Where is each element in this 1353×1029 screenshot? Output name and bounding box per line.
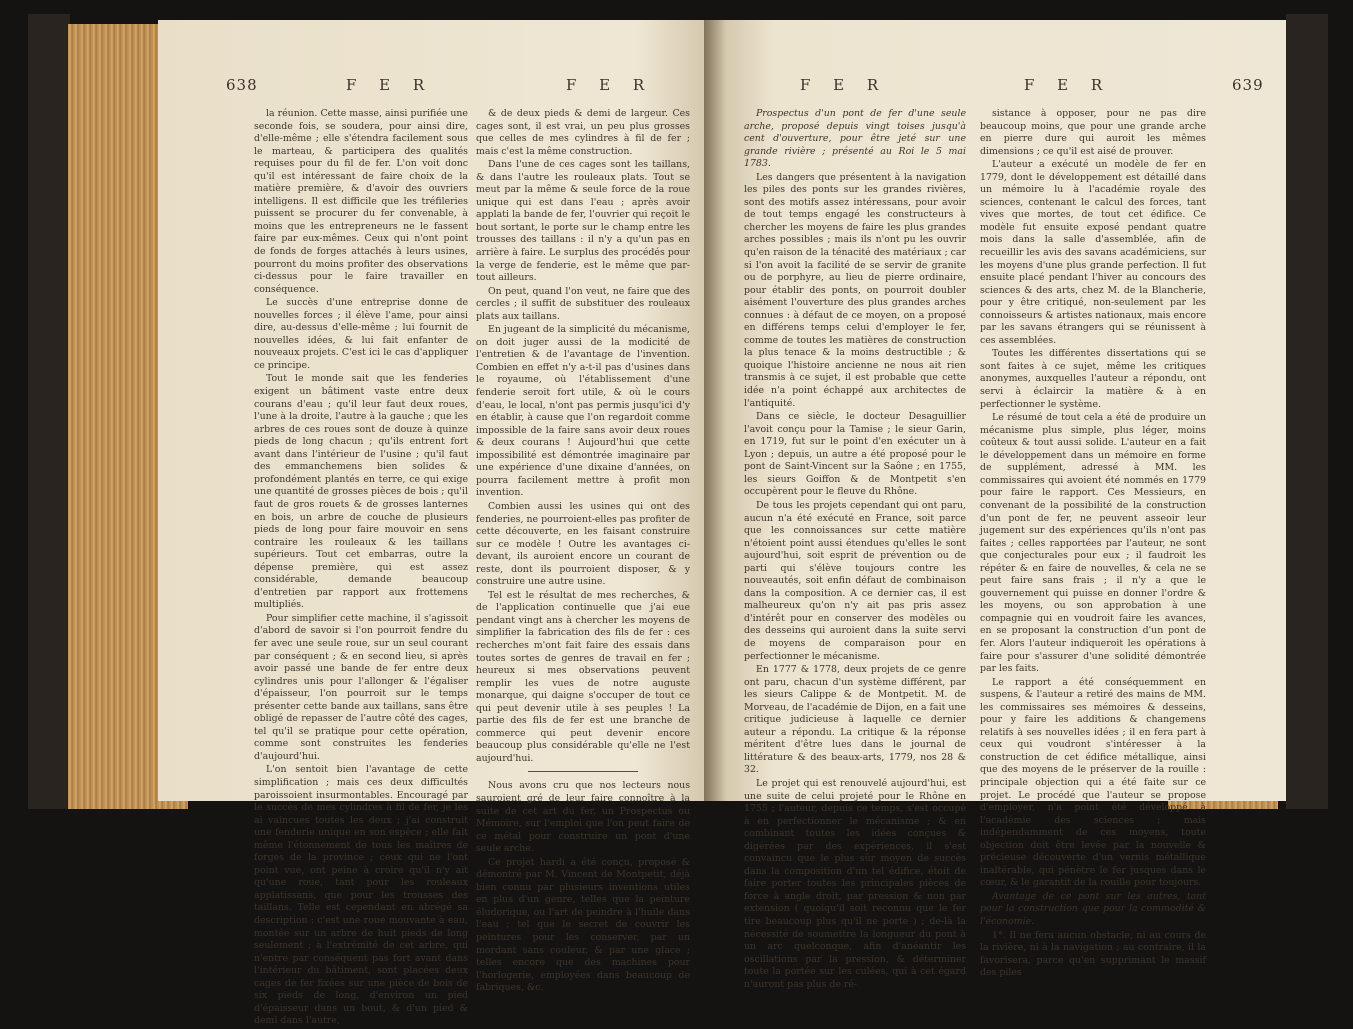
left-page-column-2: [476, 108, 690, 996]
paragraph: Le résumé de tout cela a été de produire un mécanisme plus simple, plus léger, moins coûteux & tout aussi solide. L'auteur en a fait le développement dans un mémoire en forme de supplément, adressé à MM. les commissaires qui avoient été nommés en 1779 pour faire le rapport. Ces Messieurs, en convenant de la possibilité de la construction d'un pont de fer, ne peuvent asseoir leur jugement sur des expériences qu'ils n'ont pas faites ; celles rapportées par l'auteur, ne sont que conjecturales pour eux ; il faudroit les répéter & en faire de nouvelles, & cela ne se peut faire sans frais ; il n'y a que le gouvernement qui puisse en donner l'ordre & les moyens, ou son approbation à une compagnie qui en voudroit faire les avances, en se proposant la construction d'un pont de fer. Alors l'auteur indiqueroit les opérations à faire pour s'assurer d'une solidité démontrée par les faits.: [980, 412, 1206, 675]
page-number: 638: [226, 76, 258, 94]
running-head-second: F E R: [1024, 76, 1112, 94]
left-page-header: [158, 76, 720, 100]
open-book: [28, 14, 1328, 1027]
right-page-column-2: [980, 108, 1206, 981]
right-page: [704, 20, 1286, 990]
paragraph: Le rapport a été conséquemment en suspens, & l'auteur a retiré des mains de MM. les commissaires ses mémoires & desseins, pour y faire les additions & changemens relatifs à ses nouvelles idées ; il en fera part à ceux qui voudront s'intéresser à la construction de cet édifice métallique, ainsi que des moyens de le préserver de la rouille : principale objection qui a été faite sur ce projet. Le procédé que l'auteur se propose d'employer, n'a point été développé à l'académie des sciences ; mais indépendamment de ces moyens, toute objection doit être levée par la nouvelle & précieuse découverte d'un vernis métallique inaltérable, qui pénètre le fer jusques dans le cœur, & le garantit de la rouille pour toujours.: [980, 676, 1206, 889]
paragraph: De tous les projets cependant qui ont paru, aucun n'a été exécuté en France, soit parce que les connoissances sur cette matière n'étoient point aussi étendues qu'elles le sont aujourd'hui, soit esprit de prévention ou de parti qui s'élève toujours contre les nouveautés, soit enfin défaut de combinaison dans la composition. A ce dernier cas, il est malheureux qu'on n'y ait pas pris assez d'intérêt pour en conserver des modèles ou des desseins qui auroient dans la suite servi de moyens de comparaison pour en perfectionner le mécanisme.: [744, 499, 966, 662]
paragraph: Dans ce siècle, le docteur Desaguillier l'avoit conçu pour la Tamise ; le sieur Garin, en 1719, fut sur le point d'en exécuter un à Lyon ; depuis, un autre a été proposé pour le pont de Saint-Vincent sur la Saône ; en 1755, les sieurs Goiffon & de Montpetit s'en occupèrent pour le fleuve du Rhône.: [744, 411, 966, 498]
book-cover-left: [28, 14, 70, 809]
paragraph: 1°. Il ne fera aucun obstacle, ni au cours de la rivière, ni à la navigation ; au contraire, il la favorisera, parce qu'en supprimant le massif des piles: [980, 929, 1206, 979]
left-page: [158, 20, 720, 1027]
paragraph: Le projet qui est renouvelé aujourd'hui, est une suite de celui projeté pour le Rhône en 1755 ; l'auteur, depuis ce temps, s'est occupé à en perfectionner le mécanisme ; & en combinant toutes les idées conçues & digérées par des expériences, il s'est convaincu que le plus sûr moyen de succès dans la composition d'un tel édifice, étoit de faire porter toutes les principales pièces de force à angle droit, par pression & non par extension ( quoiqu'il soit reconnu que le fer tire beaucoup plus qu'il ne porte ) ; de-là la nécessité de soumettre la longueur du pont à un arc quelconque, afin d'anéantir les oscillations par la pression, & déterminer toute la portée sur les culées, qui à cet égard n'auront pas plus de ré-: [744, 777, 966, 990]
paragraph: Tel est le résultat de mes recherches, & de l'application continuelle que j'ai eue pendant vingt ans à chercher les moyens de simplifier la fabrication des fils de fer : ces recherches m'ont fait faire des essais dans toutes sortes de genres de travail en fer ; heureux si mes observations peuvent remplir les vues de notre auguste monarque, qui daigne s'occuper de tout ce qui peut devenir utile à ses peuples ! La partie des fils de fer est une branche de commerce qui peut devenir encore beaucoup plus considérable qu'elle ne l'est aujourd'hui.: [476, 589, 690, 764]
running-head-second: F E R: [566, 76, 654, 94]
paragraph: Le succès d'une entreprise donne de nouvelles forces ; il élève l'ame, pour ainsi dire, au-dessus d'elle-même ; lui fournit de nouvelles idées, & lui fait enfanter de nouveaux projets. C'est ici le cas d'appliquer ce principe.: [254, 297, 468, 371]
paragraph: & de deux pieds & demi de largeur. Ces cages sont, il est vrai, un peu plus grosses que celles de mes cylindres à fil de fer ; mais c'est la même construction.: [476, 108, 690, 157]
paragraph: On peut, quand l'on veut, ne faire que des cercles ; il suffit de substituer des rouleaux plats aux taillans.: [476, 285, 690, 322]
paragraph: En 1777 & 1778, deux projets de ce genre ont paru, chacun d'un système différent, par les sieurs Calippe & de Montpetit. M. de Morveau, de l'académie de Dijon, en a fait une critique judicieuse à laquelle ce dernier auteur a répondu. La critique & la réponse méritent d'être lues dans le journal de littérature & des beaux-arts, 1779, nos 28 & 32.: [744, 664, 966, 776]
left-page-column-1: [254, 108, 468, 1029]
section-heading: Avantage de ce pont sur les autres, tant pour la construction que pour la commodité & l'économie.: [980, 890, 1206, 927]
book-cover-right: [1286, 14, 1328, 809]
prospectus-title: Prospectus d'un pont de fer d'une seule arche, proposé depuis vingt toises jusqu'à cent d'ouverture, pour être jeté sur une grande rivière ; présenté au Roi le 5 mai 1783.: [744, 108, 966, 170]
right-page-header: [704, 76, 1286, 100]
page-number: 639: [1232, 76, 1264, 94]
section-divider: [528, 771, 638, 772]
paragraph: sistance à opposer, pour ne pas dire beaucoup moins, que pour une grande arche en pierre dure qui auroit les mêmes dimensions ; ce qu'il est aisé de prouver.: [980, 108, 1206, 157]
right-page-column-1: [744, 108, 966, 992]
paragraph: Pour simplifier cette machine, il s'agissoit d'abord de savoir si l'on pourroit fendre du fer avec une seule roue, sur un seul courant par conséquent ; & en second lieu, si après avoir passé une bande de fer entre deux cylindres unis pour l'allonger & l'égaliser d'épaisseur, l'on pourroit sur le temps présenter cette bande aux taillans, sans être obligé de repasser de l'autre côté des cages, tel qu'il se pratique pour cette opération, comme sont construites les fenderies d'aujourd'hui.: [254, 612, 468, 762]
paragraph: Tout le monde sait que les fenderies exigent un bâtiment vaste entre deux courans d'eau ; qu'il leur faut deux roues, l'une à la droite, l'autre à la gauche ; que les arbres de ces roues sont de douze à quinze pieds de long chacun ; qu'ils entrent fort avant dans l'intérieur de l'usine ; qu'il faut des emmanchemens bien solides & profondément plantés en terre, ce qui exige une quantité de grosses pièces de bois ; qu'il faut de gros rouets & de grosses lanternes en bois, un arbre de couche de plusieurs pieds de long pour faire mouvoir en sens contraire les rouleaux & les taillans supérieurs. Tout cet embarras, outre la dépense première, qui est assez considérable, demande beaucoup d'entretien par rapport aux frottemens multipliés.: [254, 373, 468, 611]
paragraph: la réunion. Cette masse, ainsi purifiée une seconde fois, se soudera, pour ainsi dire, d'elle-même ; elle s'étendra facilement sous le marteau, & participera des qualités requises pour du fil de fer. L'on voit donc qu'il est intéressant de faire choix de la matière première, & d'avoir des ouvriers intelligens. Il est difficile que les tréfileries puissent se procurer du fer convenable, à moins que les entrepreneurs ne le fassent faire par eux-mêmes. Ceux qui n'ont point de fonds de forges attachés à leurs usines, pourront du moins profiter des observations ci-dessus pour le faire travailler en conséquence.: [254, 108, 468, 295]
paragraph: Toutes les différentes dissertations qui se sont faites à ce sujet, même les critiques anonymes, auxquelles l'auteur a répondu, ont servi à éclaircir la matière & à en perfectionner le système.: [980, 348, 1206, 410]
running-head: F E R: [346, 76, 434, 94]
book-gutter: [704, 20, 726, 801]
paragraph: Ce projet hardi a été conçu, proposé & démontré par M. Vincent de Montpetit, déjà bien connu par plusieurs inventions utiles en plus d'un genre, telles que la peinture éludorique, ou l'art de peindre à l'huile dans l'eau ; tel que le secret de couvrir les peintures pour les conserver, par un mordant sans couleur, & par une glace ; telles encore que des machines pour l'horlogerie, employées dans beaucoup de fabriques, &c.: [476, 856, 690, 994]
paragraph: En jugeant de la simplicité du mécanisme, on doit juger aussi de la modicité de l'entretien & de l'avantage de l'invention. Combien en effet n'y a-t-il pas d'usines dans le royaume, où l'établissement d'une fenderie seroit fort utile, & où le cours d'eau, le local, n'ont pas permis jusqu'ici d'y en établir, à cause que l'on regardoit comme impossible de la faire sans avoir deux roues & deux courans ! Aujourd'hui que cette impossibilité est démontrée imaginaire par une expérience d'une dixaine d'années, on pourra facilement mettre à profit mon invention.: [476, 324, 690, 499]
paragraph: Nous avons cru que nos lecteurs nous sauroient gré de leur faire connoître à la suite de cet art du fer, un Prospectus ou Mémoire, sur l'emploi que l'on peut faire de ce métal pour construire un pont d'une seule arche.: [476, 780, 690, 855]
running-head: F E R: [800, 76, 888, 94]
paragraph: Combien aussi les usines qui ont des fenderies, ne pourroient-elles pas profiter de cette découverte, en les faisant construire sur ce modèle ! Outre les avantages ci-devant, ils auroient encore un courant de reste, dont ils pourroient disposer, & y construire une autre usine.: [476, 500, 690, 588]
paragraph: L'auteur a exécuté un modèle de fer en 1779, dont le développement est détaillé dans un mémoire lu à l'académie royale des sciences, contenant le calcul des forces, tant vives que mortes, de tout cet édifice. Ce modèle fut ensuite exposé pendant quatre mois dans la salle d'assemblée, afin de recueillir les avis des savans académiciens, sur les moyens d'une plus grande perfection. Il fut ensuite placé pendant l'hiver au concours des sciences & des arts, chez M. de la Blancherie, pour y être critiqué, non-seulement par les connoisseurs & artistes nationaux, mais encore par les savans étrangers qui se réunissent à ces assemblées.: [980, 159, 1206, 346]
paragraph: Les dangers que présentent à la navigation les piles des ponts sur les grandes rivières, sont des motifs assez intéressans, pour avoir de tout temps engagé les constructeurs à chercher les moyens de faire les plus grandes arches possibles ; mais ils n'ont pu les ouvrir qu'en raison de la ténacité des matériaux ; car si l'on avoit la facilité de se servir de granite ou de porphyre, au lieu de pierre ordinaire, pour établir des ponts, on pourroit doubler aisément l'ouverture des plus grandes arches connues : à défaut de ce moyen, on a proposé en différens temps celui d'employer le fer, comme de toutes les matières de construction la plus tenace & la moins destructible ; & quoique l'histoire ancienne ne nous ait rien transmis à ce sujet, il est probable que cette idée n'a point échappé aux architectes de l'antiquité.: [744, 171, 966, 409]
paragraph: L'on sentoit bien l'avantage de cette simplification ; mais ces deux difficultés paroissoient insurmontables. Encouragé par le succès de mes cylindres à fil de fer, je les ai vaincues toutes les deux ; j'ai construit une fenderie unique en son espèce ; elle fait même l'étonnement de tous les maîtres de forges de la province ; ceux qui ne l'ont point vue, ont peine à croire qu'il n'y ait qu'une roue, tant pour les rouleaux applatissans, que pour les trousses des taillans. Telle est cependant en abrégé sa description : c'est une roue mouvante à eau, montée sur un arbre de huit pieds de long seulement ; à l'extrémité de cet arbre, qui n'entre par conséquent pas fort avant dans l'intérieur du bâtiment, sont placées deux cages de fer fixées sur une pièce de bois de six pieds de long, d'environ un pied d'épaisseur dans un bout, & d'un pied & demi dans l'autre,: [254, 764, 468, 1027]
paragraph: Dans l'une de ces cages sont les taillans, & dans l'autre les rouleaux plats. Tout se meut par la même & seule force de la roue unique qui est dans l'eau ; après avoir applati la bande de fer, l'ouvrier qui reçoit le bout sortant, le porte sur le champ entre les trousses des taillans : il n'y a qu'un pas en arrière à faire. Le surplus des procédés pour la verge de fenderie, est le même que par-tout ailleurs.: [476, 159, 690, 284]
